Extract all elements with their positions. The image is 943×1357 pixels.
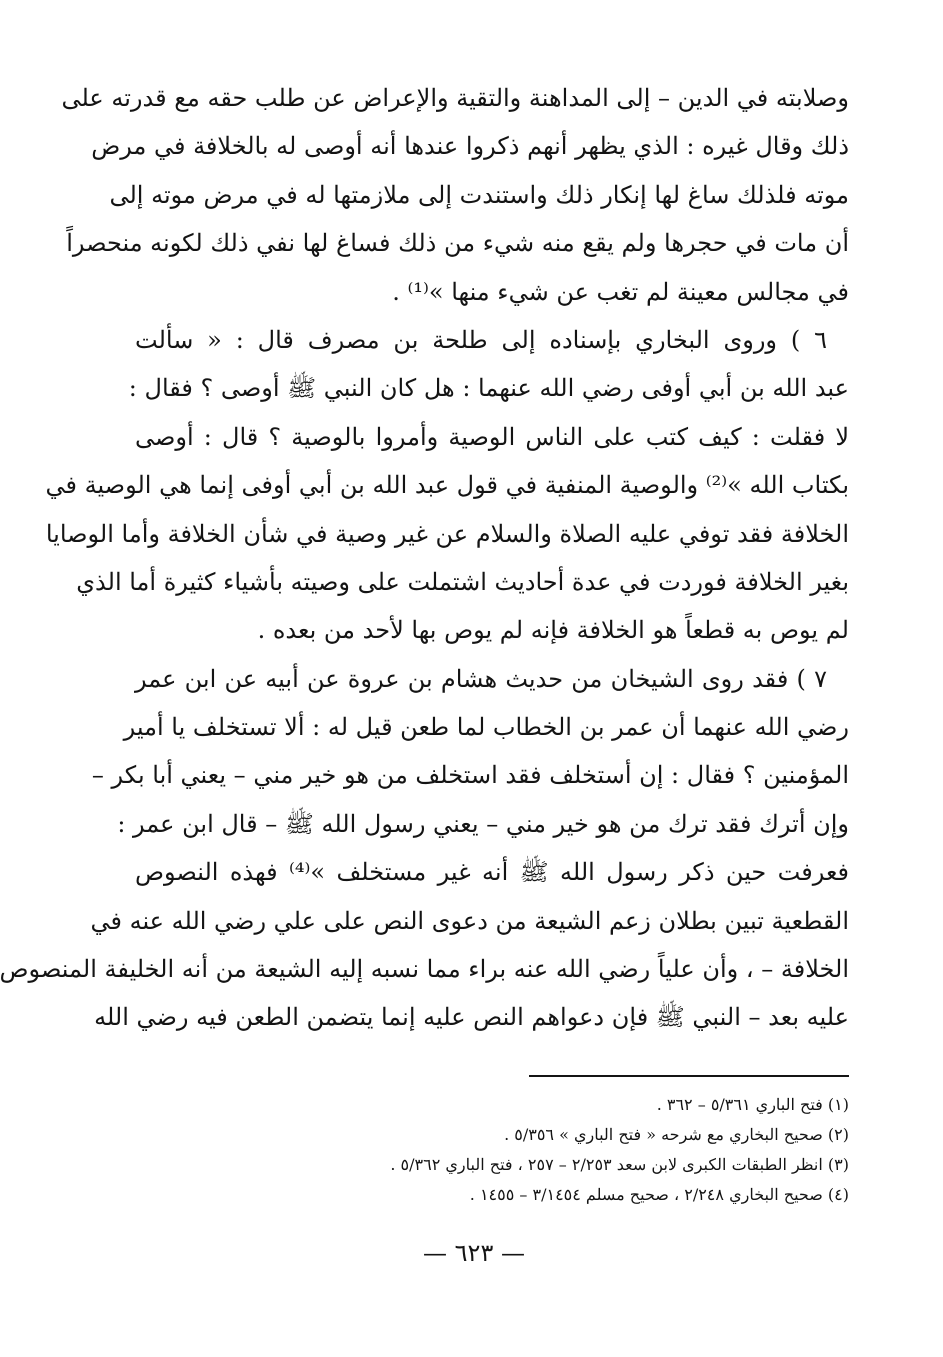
text-line: عبد الله بن أبي أوفى رضي الله عنهما : هل كان النبي ﷺ أوصى ؟ فقال : <box>128 374 849 403</box>
text-line: وإن أترك فقد ترك من هو خير مني – يعني رسول الله ﷺ – قال ابن عمر : <box>117 809 849 838</box>
footnote: (٢) صحيح البخاري مع شرحه « فتح الباري » ٥/٣٥٦ . <box>504 1125 849 1144</box>
text-line: عليه بعد – النبي ﷺ فإن دعواهم النص عليه إنما يتضمن الطعن فيه رضي الله <box>94 1003 849 1032</box>
footnote: (٤) صحيح البخاري ٢/٢٤٨ ، صحيح مسلم ٣/١٤٥٤ – ١٤٥٥ . <box>469 1185 849 1204</box>
text-line: الخلافة فقد توفي عليه الصلاة والسلام عن غير وصية في شأن الخلافة وأما الوصايا <box>45 519 849 548</box>
text-line: ٧ ) فقد روى الشيخان من حديث هشام بن عروة عن أبيه عن ابن عمر <box>135 664 827 693</box>
text-line: وصلابته في الدين – إلى المداهنة والتقية والإعراض عن طلب حقه مع قدرته على <box>61 84 849 112</box>
text-line: لم يوص به قطعاً هو الخلافة فإنه لم يوص بها لأحد من بعده . <box>257 616 849 645</box>
main-text <box>0 74 850 1042</box>
text-line: بغير الخلافة فوردت في عدة أحاديث اشتملت على وصيته بأشياء كثيرة أما الذي <box>76 567 849 596</box>
footnote-divider <box>529 1075 849 1077</box>
text-line: فعرفت حين ذكر رسول الله ﷺ أنه غير مستخلف »⁽⁴⁾ فهذه النصوص <box>135 858 849 887</box>
text-line: في مجالس معينة لم تغب عن شيء منها »⁽¹⁾ . <box>392 277 849 306</box>
text-line: ٦ ) وروى البخاري بإسناده إلى طلحة بن مصرف قال : « سألت <box>135 325 827 354</box>
text-line: الخلافة – ، وأن علياً رضي الله عنه براء مما نسبه إليه الشيعة من أنه الخليفة المنصوص <box>0 955 849 984</box>
footnotes <box>205 1090 849 1210</box>
footnote: (١) فتح الباري ٥/٣٦١ – ٣٦٢ . <box>656 1095 849 1114</box>
text-line: ذلك وقال غيره : الذي يظهر أنهم ذكروا عندها أنه أوصى له بالخلافة في مرض <box>91 132 849 161</box>
text-line: موته فلذلك ساغ لها إنكار ذلك واستندت إلى ملازمتها له في مرض موته إلى <box>109 180 849 209</box>
page-number: — ٦٢٣ — <box>423 1239 525 1267</box>
footnote: (٣) انظر الطبقات الكبرى لابن سعد ٢/٢٥٣ – ٢٥٧ ، فتح الباري ٥/٣٦٢ . <box>390 1155 849 1174</box>
text-line: القطعية تبين بطلان زعم الشيعة من دعوى النص على علي رضي الله عنه في <box>90 906 849 935</box>
text-line: المؤمنين ؟ فقال : إن أستخلف فقد استخلف من هو خير مني – يعني أبا بكر – <box>91 761 849 790</box>
text-line: لا فقلت : كيف كتب على الناس الوصية وأمروا بالوصية ؟ قال : أوصى <box>135 422 850 451</box>
text-line: بكتاب الله »⁽²⁾ والوصية المنفية في قول عبد الله بن أبي أوفى إنما هي الوصية في <box>45 471 849 500</box>
text-line: رضي الله عنهما أن عمر بن الخطاب لما طعن قيل له : ألا تستخلف يا أمير <box>123 713 849 742</box>
text-line: أن مات في حجرها ولم يقع منه شيء من ذلك فساغ لها نفي ذلك لكونه منحصراً <box>66 229 849 258</box>
